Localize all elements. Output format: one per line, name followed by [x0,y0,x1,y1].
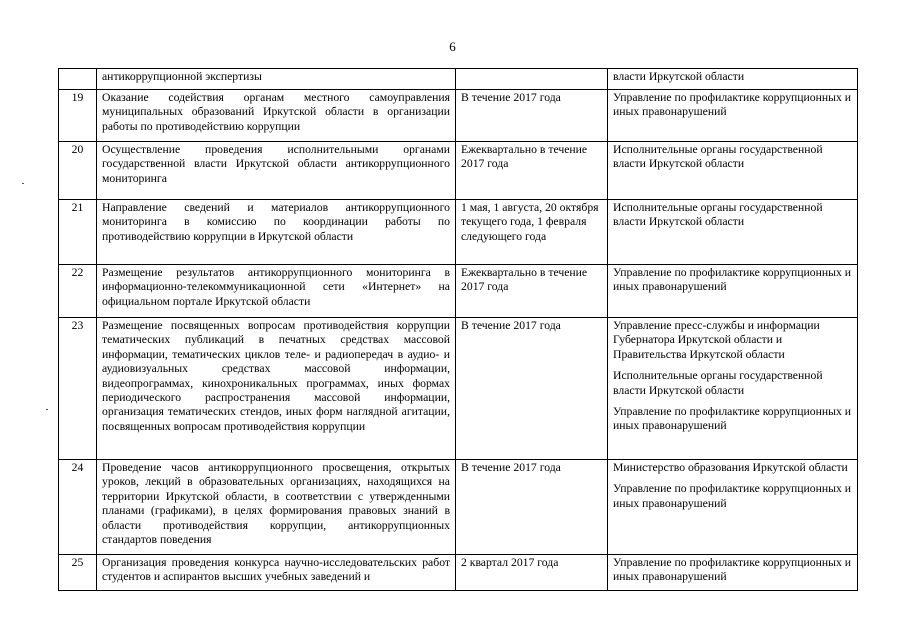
deadline-text: В течение 2017 года [456,460,608,555]
responsible-cell [608,142,858,200]
responsible-text: Управление по профилактике коррупционных и иных правонарушений [613,482,852,510]
row-number: 19 [59,90,97,142]
responsible-text: власти Иркутской области [613,70,745,83]
deadline-text: В течение 2017 года [456,318,608,460]
responsible-text: Министерство образования Иркутской области [613,461,848,474]
row-number: 20 [59,142,97,200]
table-row [59,265,858,318]
responsible-cell [608,265,858,318]
deadline-text: Ежеквартально в течение 2017 года [456,265,608,318]
row-number: 24 [59,460,97,555]
responsible-cell [608,318,858,460]
row-number: 21 [59,200,97,265]
page-number: 6 [449,39,456,54]
row-number: 22 [59,265,97,318]
event-text: Осуществление проведения исполнительными органами государственной власти Иркутской области антикоррупционного мониторинга [97,142,456,200]
responsible-text: Управление пресс-службы и информации Губернатора Иркутской области и Правительства Иркутской области [613,319,820,361]
row-number [59,69,97,90]
margin-mark [46,409,48,410]
responsible-cell [608,200,858,265]
responsible-text: Управление по профилактике коррупционных и иных правонарушений [613,266,852,294]
table-row [59,200,858,265]
event-text: Проведение часов антикоррупционного просвещения, открытых уроков, лекций в образовательных организациях, находящихся на территории Иркутской области, в соответствии с утвержденными планами (графиками), в целях формирования правовых знаний в области противодействия коррупции, антикоррупционных стандартов поведения [97,460,456,555]
responsible-text: Управление по профилактике коррупционных и иных правонарушений [613,91,852,119]
measures-table [58,68,858,591]
responsible-text: Исполнительные органы государственной власти Иркутской области [613,143,823,171]
deadline-text: 2 квартал 2017 года [456,555,608,591]
event-text: Оказание содействия органам местного самоуправления муниципальных образований Иркутской области в организации работы по противодействию коррупции [97,90,456,142]
table-row [59,69,858,90]
row-number: 25 [59,555,97,591]
responsible-cell [608,69,858,90]
responsible-cell [608,555,858,591]
event-text: Размещение посвященных вопросам противодействия коррупции тематических публикаций в печатных средствах массовой информации, тематических циклов теле- и радиопередач в аудио- и аудиовизуальных средствах массовой информации, видеопрограммах, кинохроникальных программах, иных формах периодического распространения массовой информации, организация тематических стендов, иных форм наглядной агитации, посвященных вопросам противодействия коррупции [97,318,456,460]
responsible-cell [608,460,858,555]
table-row [59,318,858,460]
deadline-text: В течение 2017 года [456,90,608,142]
responsible-text: Исполнительные органы государственной власти Иркутской области [613,369,823,397]
responsible-text: Управление по профилактике коррупционных и иных правонарушений [613,405,852,433]
table-row [59,90,858,142]
margin-mark [22,183,24,184]
deadline-text: Ежеквартально в течение 2017 года [456,142,608,200]
responsible-text: Исполнительные органы государственной власти Иркутской области [613,201,823,229]
event-text: Организация проведения конкурса научно-исследовательских работ студентов и аспирантов высших учебных заведений и [97,555,456,591]
deadline-text [456,69,608,90]
deadline-text: 1 мая, 1 августа, 20 октября текущего года, 1 февраля следующего года [456,200,608,265]
responsible-cell [608,90,858,142]
event-text: антикоррупционной экспертизы [97,69,456,90]
event-text: Размещение результатов антикоррупционного мониторинга в информационно-телекоммуникационной сети «Интернет» на официальном портале Иркутской области [97,265,456,318]
row-number: 23 [59,318,97,460]
responsible-text: Управление по профилактике коррупционных и иных правонарушений [613,556,852,584]
table-row [59,142,858,200]
table-row [59,555,858,591]
event-text: Направление сведений и материалов антикоррупционного мониторинга в комиссию по координации работы по противодействию коррупции в Иркутской области [97,200,456,265]
table-row [59,460,858,555]
